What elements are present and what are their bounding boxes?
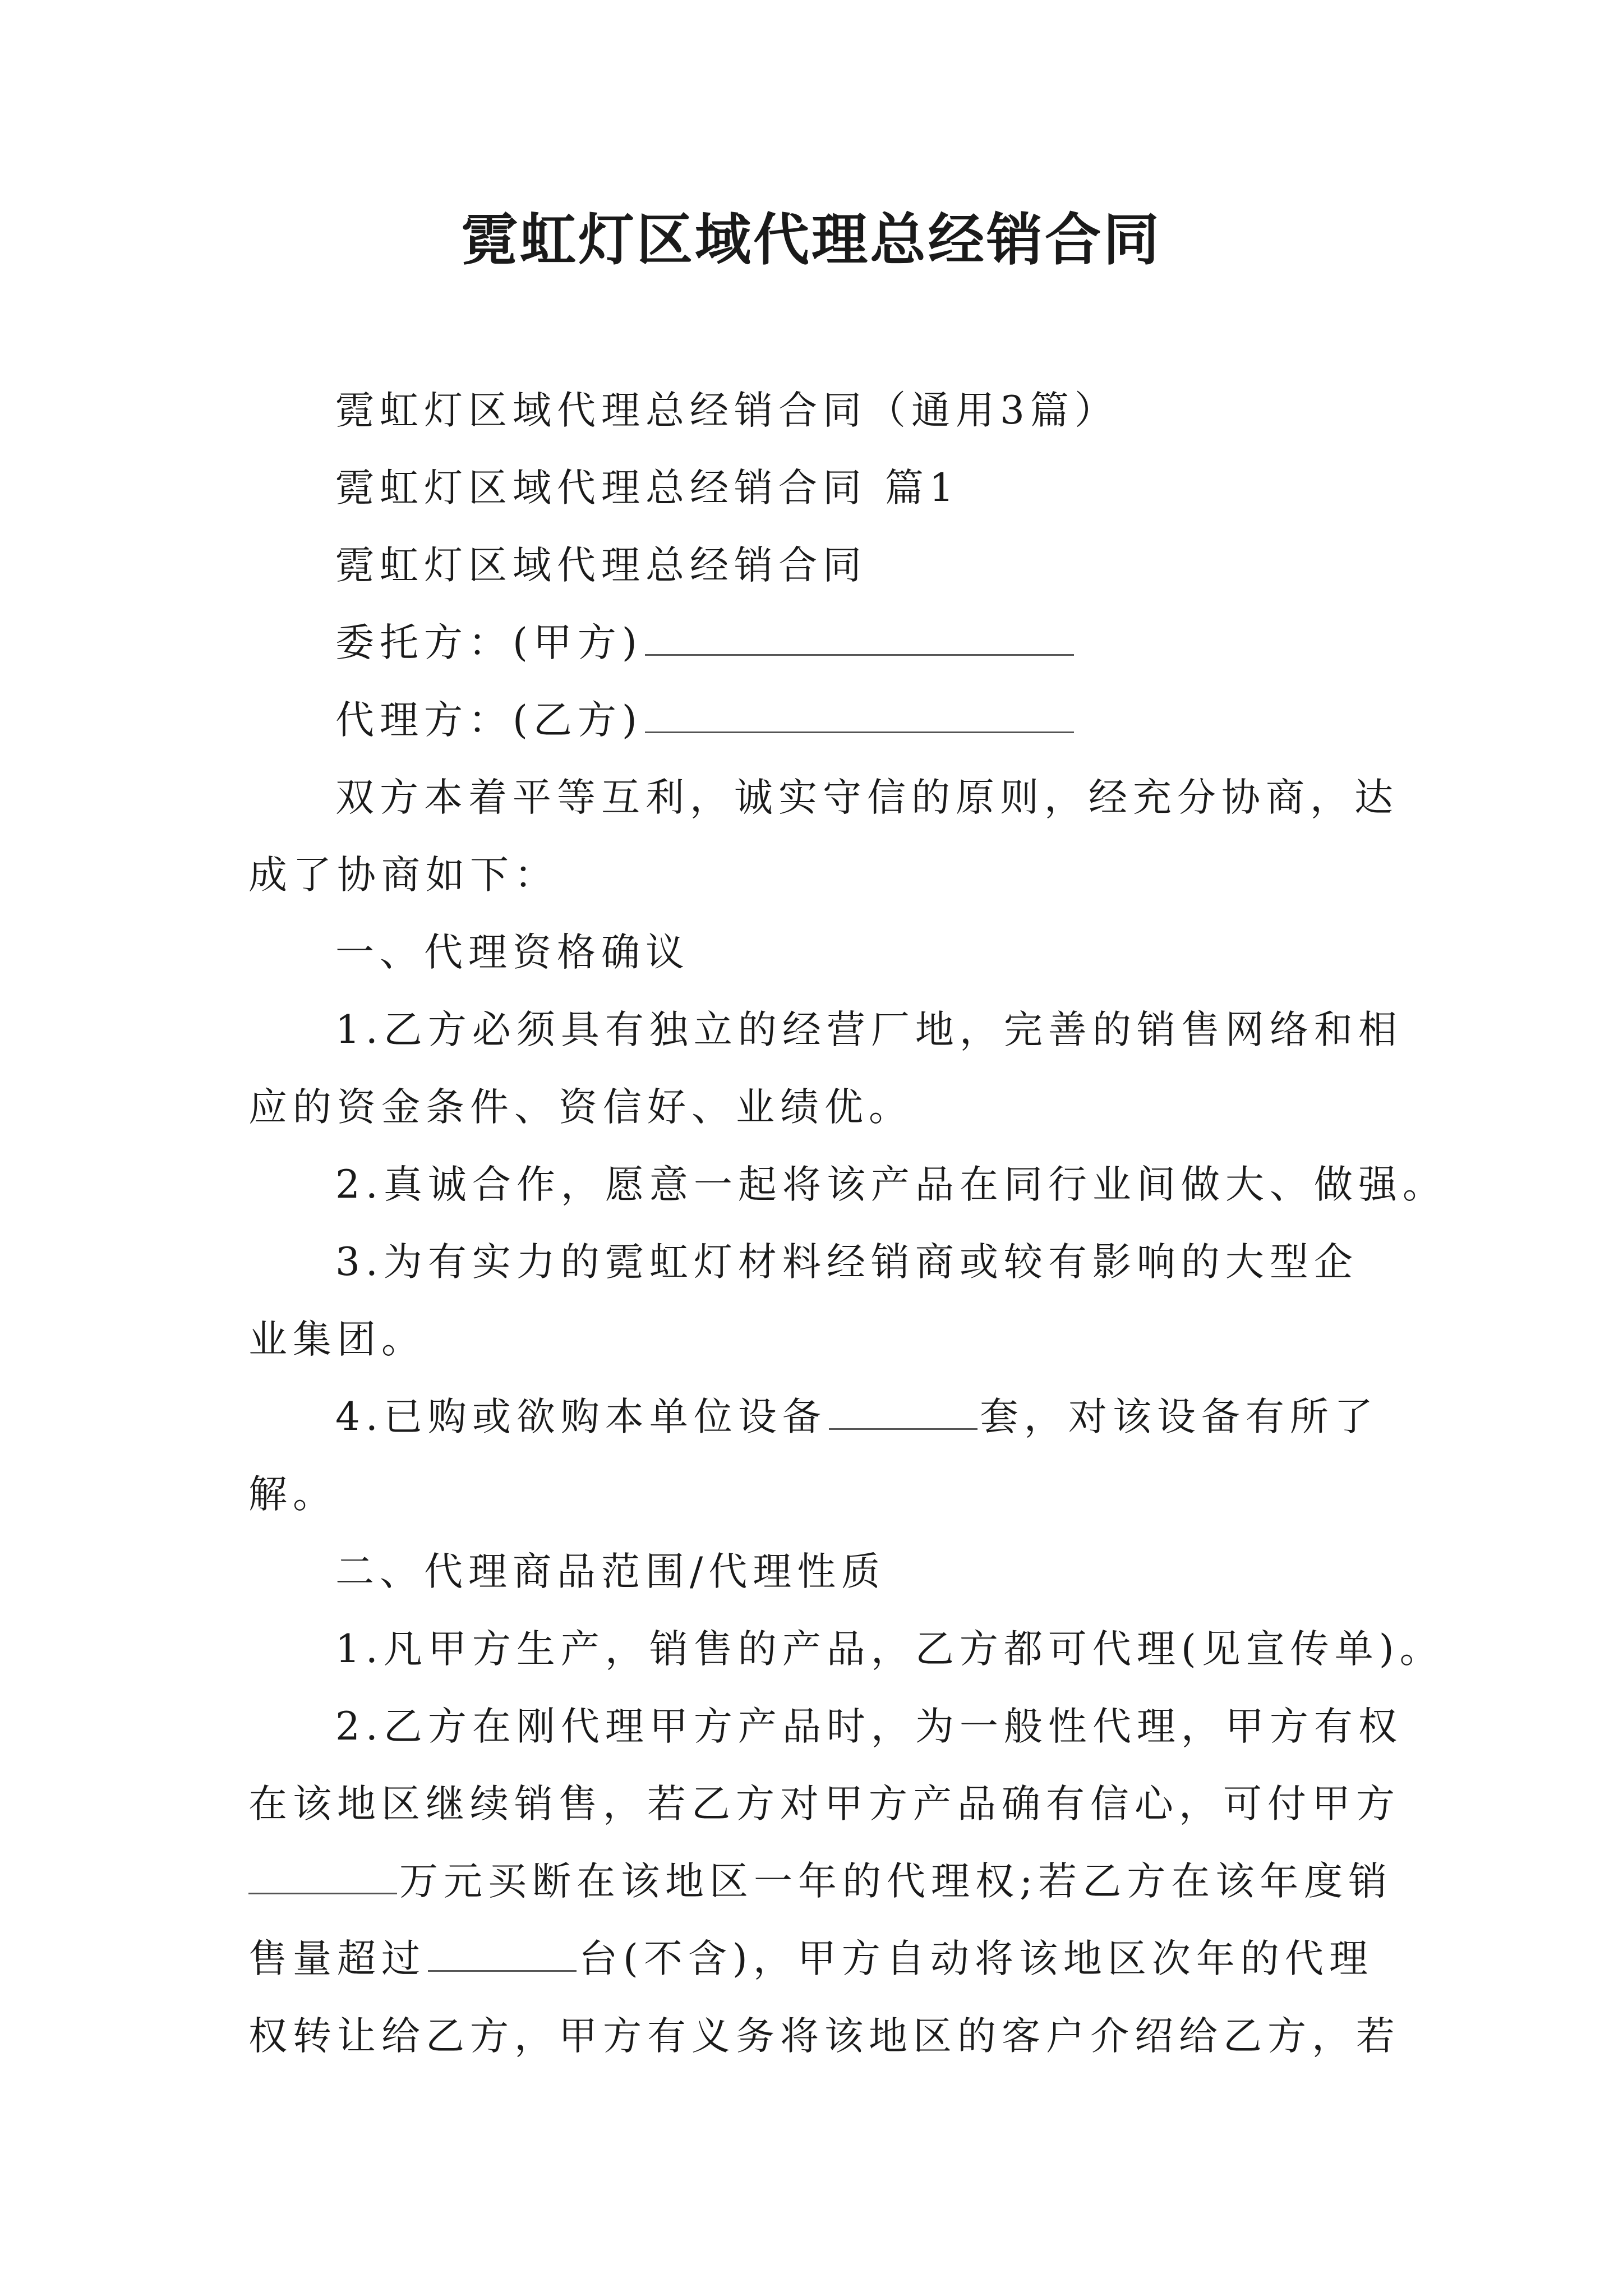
section2-item1: 1.凡甲方生产，销售的产品，乙方都可代理(见宣传单)。 (335, 1627, 1444, 1672)
section1-item1: 1.乙方必须具有独立的经营厂地，完善的销售网络和相 应的资金条件、资信好、业绩优。 (248, 1007, 1403, 1130)
section1-item2: 2.真诚合作，愿意一起将该产品在同行业间做大、做强。 (335, 1162, 1447, 1207)
party-b-blank[interactable] (645, 693, 1074, 733)
payment-amount-blank[interactable] (248, 1855, 397, 1894)
page-title: 霓虹灯区域代理总经销合同 (462, 206, 1161, 273)
preamble: 双方本着平等互利，诚实守信的原则，经充分协商，达 成了协商如下： (248, 775, 1399, 898)
section1-heading: 一、代理资格确议 (335, 930, 690, 975)
party-a-blank[interactable] (645, 616, 1074, 656)
section2-heading: 二、代理商品范围/代理性质 (335, 1549, 886, 1594)
section1-item3: 3.为有实力的霓虹灯材料经销商或较有影响的大型企 业集团。 (248, 1240, 1358, 1362)
document-body (248, 372, 1447, 2075)
contract-name: 霓虹灯区域代理总经销合同 (335, 543, 867, 588)
equipment-count-blank[interactable] (829, 1390, 978, 1430)
section1-item4: 4.已购或欲购本单位设备 套，对该设备有所了 解。 (248, 1378, 1370, 1533)
section-heading: 霓虹灯区域代理总经销合同 篇1 (335, 466, 960, 510)
section2-item2: 2.乙方在刚代理甲方产品时，为一般性代理，甲方有权 在该地区继续销售，若乙方对甲方产品确有信心，可付甲方 万元买断在该地区一年的代理权;若乙方在该年度销 售量超过 台(不含)，甲方自动将该地区次年的代理 权转让给乙方，甲方有义务将该地区的客户介绍给乙方，若 (248, 1704, 1403, 2059)
party-a-line: 委托方：(甲方) (248, 604, 1370, 682)
party-b-line: 代理方：(乙方) (248, 682, 1370, 759)
sales-volume-blank[interactable] (428, 1932, 577, 1972)
subtitle: 霓虹灯区域代理总经销合同（通用3篇） (335, 388, 1119, 433)
